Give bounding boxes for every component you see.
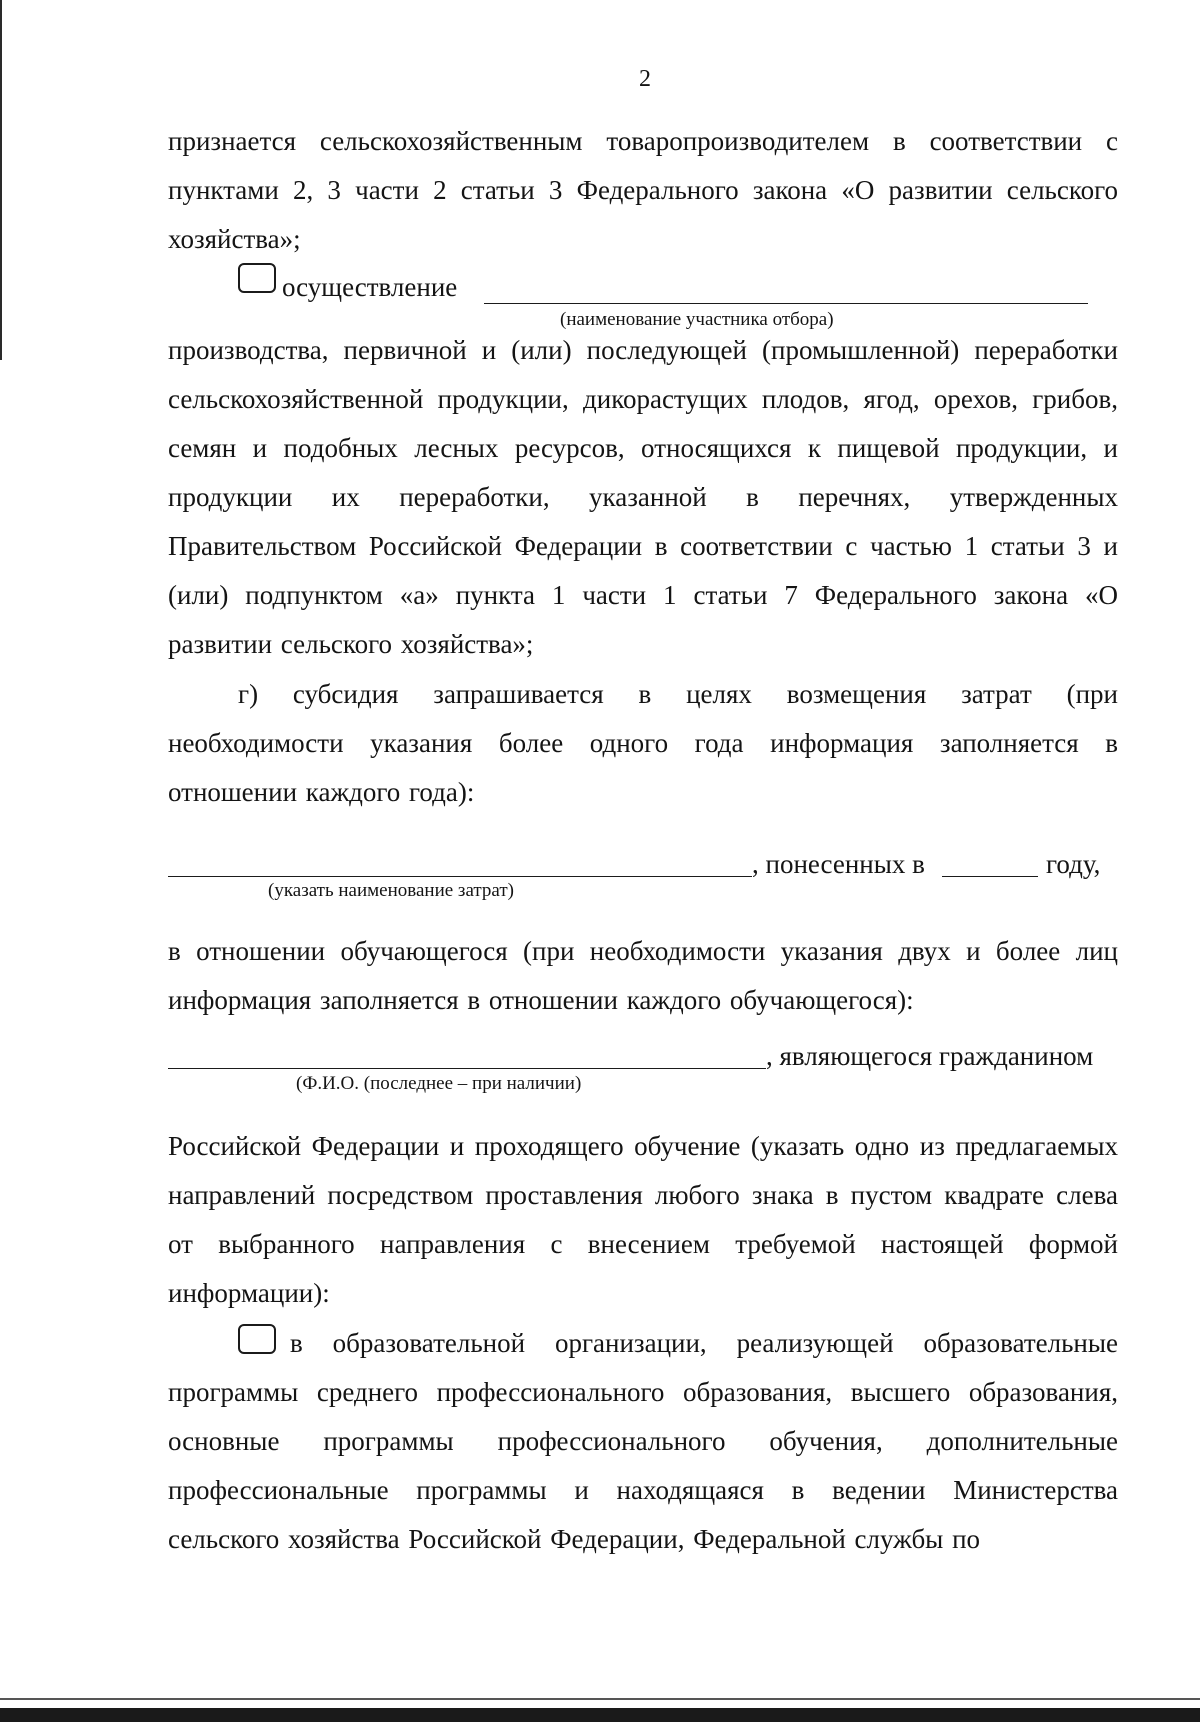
cost-name-field[interactable] xyxy=(168,876,752,877)
participant-name-field[interactable] xyxy=(484,303,1088,304)
paragraph-subsidy-purpose: г) субсидия запрашивается в целях возмещения затрат (при необходимости указания более одного года информация заполняется в отношении каждого года): xyxy=(168,679,1118,807)
paragraph-producer-status: признается сельскохозяйственным товаропроизводителем в соответствии с пунктами 2, 3 части 2 статьи 3 Федерального закона «О развитии сельского хозяйства»; xyxy=(168,126,1118,254)
participant-name-caption: (наименование участника отбора) xyxy=(560,309,834,330)
page-number: 2 xyxy=(639,66,651,92)
paragraph-student: в отношении обучающегося (при необходимости указания двух и более лиц информация заполняется в отношении каждого обучающегося): xyxy=(168,936,1118,1015)
year-label: году, xyxy=(1046,849,1101,879)
paragraph-production-scope: производства, первичной и (или) последующей (промышленной) переработки сельскохозяйственной продукции, дикорастущих плодов, ягод, орехов, грибов, семян и подобных лесных ресурсов, относящихся к пищевой продукции, и продукции их переработки, указанной в перечнях, утвержденных Правительством Российской Федерации в соответствии с частью 1 статьи 3 и (или) подпунктом «а» пункта 1 части 1 статьи 7 Федерального закона «О развитии сельского хозяйства»; xyxy=(168,335,1118,659)
costs-incurred-label: , понесенных в xyxy=(752,849,925,879)
activity-label: осуществление xyxy=(282,272,458,302)
cost-name-caption: (указать наименование затрат) xyxy=(268,880,514,901)
scan-edge-mark xyxy=(0,0,2,360)
citizen-label: , являющегося гражданином xyxy=(766,1041,1094,1071)
student-name-caption: (Ф.И.О. (последнее – при наличии) xyxy=(296,1073,582,1094)
activity-row xyxy=(238,266,276,300)
scan-bottom-border xyxy=(0,1708,1200,1722)
student-name-field[interactable] xyxy=(168,1068,766,1069)
activity-checkbox[interactable] xyxy=(238,263,276,293)
paragraph-education-organization: в образовательной организации, реализующей образовательные программы среднего профессионального образования, высшего образования, основные программы профессионального обучения, дополнительные профессиональные программы и находящаяся в ведении Министерства сельского хозяйства Российской Федерации, Федеральной службы по xyxy=(168,1328,1118,1554)
cost-year-field[interactable] xyxy=(942,876,1038,877)
paragraph-training-direction: Российской Федерации и проходящего обучение (указать одно из предлагаемых направлений посредством проставления любого знака в пустом квадрате слева от выбранного направления с внесением требуемой настоящей формой информации): xyxy=(168,1131,1118,1308)
